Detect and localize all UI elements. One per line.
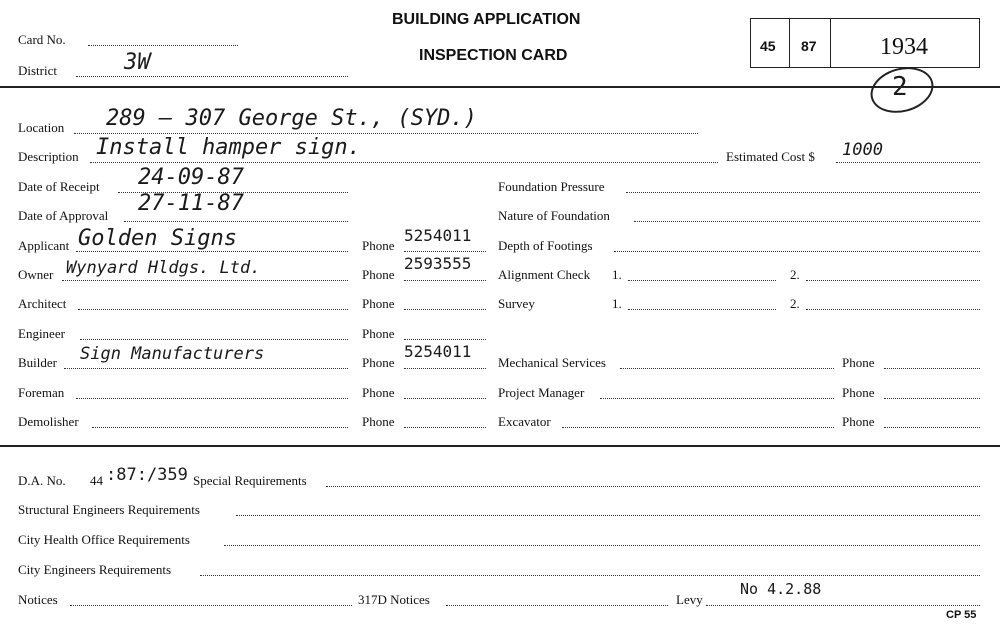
architect-phone-label: Phone — [362, 296, 395, 311]
year-number: 1934 — [880, 34, 928, 60]
levy-value: No 4.2.88 — [740, 580, 822, 598]
alignment-2-field[interactable] — [806, 280, 980, 281]
builder-value: Sign Manufacturers — [80, 344, 265, 364]
excavator-phone-label: Phone — [842, 414, 875, 429]
city-engineers-field[interactable] — [200, 575, 980, 576]
survey-1-label: 1. — [612, 296, 622, 311]
estimated-cost-field[interactable] — [836, 162, 980, 163]
applicant-field[interactable] — [76, 251, 348, 252]
depth-footings-field[interactable] — [614, 251, 980, 252]
description-value: Install hamper sign. — [96, 135, 361, 160]
foreman-phone-field[interactable] — [404, 398, 486, 399]
owner-phone-field[interactable] — [404, 280, 486, 281]
circled-number: 2 — [892, 72, 908, 102]
notices-317d-field[interactable] — [446, 605, 668, 606]
mechanical-field[interactable] — [620, 368, 834, 369]
builder-phone-value: 5254011 — [404, 342, 472, 361]
survey-1-field[interactable] — [628, 309, 776, 310]
excavator-phone-field[interactable] — [884, 427, 980, 428]
card-no-field[interactable] — [88, 45, 238, 46]
special-requirements-field[interactable] — [326, 486, 980, 487]
engineer-label: Engineer — [18, 326, 65, 341]
description-label: Description — [18, 149, 79, 164]
location-field[interactable] — [74, 133, 698, 134]
owner-phone-value: 2593555 — [404, 254, 472, 273]
architect-phone-field[interactable] — [404, 309, 486, 310]
architect-label: Architect — [18, 296, 67, 311]
levy-field[interactable] — [706, 605, 980, 606]
survey-2-label: 2. — [790, 296, 800, 311]
owner-field[interactable] — [62, 280, 348, 281]
foreman-field[interactable] — [76, 398, 348, 399]
location-label: Location — [18, 120, 65, 135]
levy-label: Levy — [676, 592, 703, 607]
description-field[interactable] — [90, 162, 718, 163]
mechanical-label: Mechanical Services — [498, 355, 606, 370]
foreman-phone-label: Phone — [362, 385, 395, 400]
foreman-label: Foreman — [18, 385, 65, 400]
applicant-phone-value: 5254011 — [404, 226, 472, 245]
depth-footings-label: Depth of Footings — [498, 238, 593, 253]
engineer-phone-label: Phone — [362, 326, 395, 341]
special-requirements-label: Special Requirements — [193, 473, 307, 488]
excavator-label: Excavator — [498, 414, 551, 429]
form-title-line1: BUILDING APPLICATION — [392, 11, 581, 28]
survey-label: Survey — [498, 296, 535, 311]
city-engineers-label: City Engineers Requirements — [18, 562, 172, 577]
engineer-phone-field[interactable] — [404, 339, 486, 340]
demolisher-phone-field[interactable] — [404, 427, 486, 428]
alignment-2-label: 2. — [790, 267, 800, 282]
district-value: 3W — [124, 50, 151, 75]
owner-value: Wynyard Hldgs. Ltd. — [66, 258, 261, 278]
date-receipt-value: 24-09-87 — [138, 165, 244, 190]
engineer-field[interactable] — [80, 339, 348, 340]
project-manager-phone-field[interactable] — [884, 398, 980, 399]
card-no-label: Card No. — [18, 32, 66, 47]
date-approval-label: Date of Approval — [18, 208, 109, 223]
applicant-value: Golden Signs — [78, 226, 237, 251]
alignment-1-field[interactable] — [628, 280, 776, 281]
foundation-pressure-label: Foundation Pressure — [498, 179, 605, 194]
applicant-phone-label: Phone — [362, 238, 395, 253]
mechanical-phone-label: Phone — [842, 355, 875, 370]
alignment-1-label: 1. — [612, 267, 622, 282]
location-value: 289 – 307 George St., (SYD.) — [106, 106, 477, 131]
nature-foundation-label: Nature of Foundation — [498, 208, 610, 223]
date-approval-value: 27-11-87 — [138, 191, 244, 216]
card-number-box — [750, 18, 980, 68]
structural-field[interactable] — [236, 515, 980, 516]
form-title-line2: INSPECTION CARD — [419, 47, 568, 64]
builder-label: Builder — [18, 355, 57, 370]
notices-field[interactable] — [70, 605, 352, 606]
architect-field[interactable] — [78, 309, 348, 310]
box-number-1: 45 — [760, 38, 776, 54]
city-health-field[interactable] — [224, 545, 980, 546]
estimated-cost-label: Estimated Cost $ — [726, 149, 815, 164]
date-receipt-label: Date of Receipt — [18, 179, 100, 194]
applicant-phone-field[interactable] — [404, 251, 486, 252]
box-divider — [789, 18, 790, 68]
project-manager-field[interactable] — [600, 398, 834, 399]
demolisher-label: Demolisher — [18, 414, 79, 429]
top-divider — [0, 86, 1000, 88]
builder-phone-field[interactable] — [404, 368, 486, 369]
district-field[interactable] — [76, 76, 348, 77]
district-label: District — [18, 63, 57, 78]
foundation-pressure-field[interactable] — [626, 192, 980, 193]
da-prefix: 44 — [90, 473, 103, 488]
survey-2-field[interactable] — [806, 309, 980, 310]
city-health-label: City Health Office Requirements — [18, 532, 190, 547]
notices-317d-label: 317D Notices — [358, 592, 430, 607]
project-manager-label: Project Manager — [498, 385, 585, 400]
da-no-value: :87:/359 — [106, 465, 188, 485]
demolisher-phone-label: Phone — [362, 414, 395, 429]
project-manager-phone-label: Phone — [842, 385, 875, 400]
nature-foundation-field[interactable] — [634, 221, 980, 222]
box-number-2: 87 — [801, 38, 817, 54]
da-no-label: D.A. No. — [18, 473, 66, 488]
form-code: CP 55 — [946, 609, 977, 621]
builder-phone-label: Phone — [362, 355, 395, 370]
excavator-field[interactable] — [562, 427, 834, 428]
estimated-cost-value: 1000 — [842, 140, 883, 160]
owner-label: Owner — [18, 267, 54, 282]
notices-label: Notices — [18, 592, 58, 607]
owner-phone-label: Phone — [362, 267, 395, 282]
date-approval-field[interactable] — [124, 221, 348, 222]
box-divider — [830, 18, 831, 68]
demolisher-field[interactable] — [92, 427, 348, 428]
applicant-label: Applicant — [18, 238, 70, 253]
alignment-check-label: Alignment Check — [498, 267, 591, 282]
builder-field[interactable] — [64, 368, 348, 369]
structural-label: Structural Engineers Requirements — [18, 502, 200, 517]
bottom-divider — [0, 445, 1000, 447]
mechanical-phone-field[interactable] — [884, 368, 980, 369]
